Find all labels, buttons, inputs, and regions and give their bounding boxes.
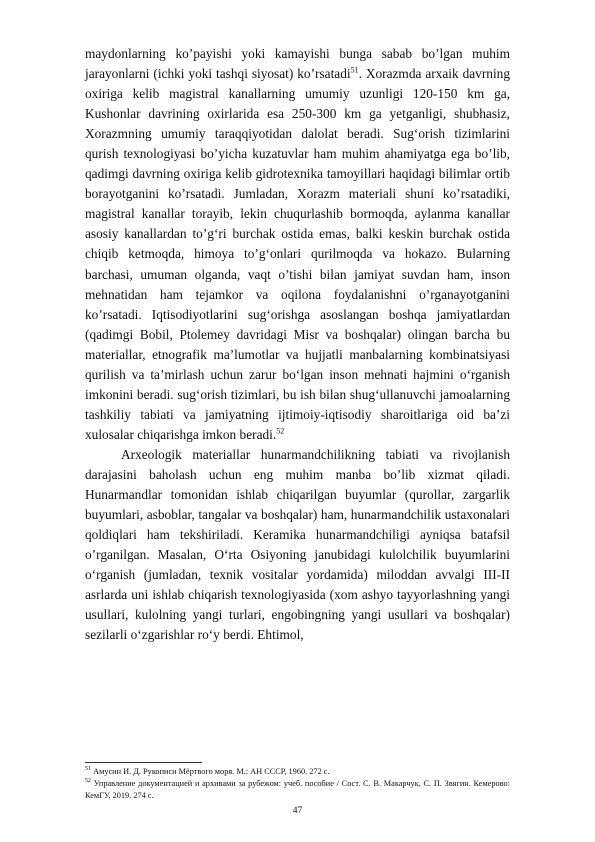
footnote-ref-51: 51 <box>350 65 359 75</box>
paragraph-1-text-a: maydonlarning ko’payishi yoki kamayishi bunga sabab bo’lgan muhim jarayonlarni (ichki yoki tashqi siyosat) ko’rsatadi <box>85 46 510 82</box>
footnote-ref-52: 52 <box>276 426 285 436</box>
paragraph-2: Arxeologik materiallar hunarmandchilikning tabiati va rivojlanish darajasini baholash uchun eng muhim manba bo’lib xizmat qiladi. Hunarmandlar tomonidan ishlab chiqarilgan buyumlar (qurollar, zargarlik buyumlari, asboblar, tangalar va boshqalar) ham, hunarmandchilik ustaxonalari qoldiqlari ham tekshiriladi. Keramika hunarmandchiligi ayniqsa batafsil o’rganilgan. Masalan, O‘rta Osiyoning janubidagi kulolchilik buyumlarini o‘rganish (jumladan, texnik vositalar yordamida) miloddan avvalgi III-II asrlarda uni ishlab chiqarish texnologiyasida (xom ashyo tayyorlashning yangi usullari, kulolning yangi turlari, engobingning yangi usullari va boshqalar) sezilarli o‘zgarishlar ro‘y berdi. Ehtimol, <box>85 446 510 643</box>
footnote-text: Амусин И. Д. Рукописи Мёртвого моря. М.: АН СССР, 1960. 272 с. <box>91 767 330 776</box>
footnote-text: Управление документацией и архивами за рубежом: учеб. пособие / Сост. С. В. Макарчук, С. П. Звягин. Кемерово: КемГУ, 2019. 274 с. <box>85 779 510 801</box>
page-number: 47 <box>292 806 303 816</box>
footnotes <box>85 766 510 803</box>
footnote-52 <box>85 778 510 802</box>
footnote-number: 51 <box>85 766 91 773</box>
footnote-number: 52 <box>85 778 91 785</box>
paragraph-1 <box>85 44 510 445</box>
main-text <box>85 44 510 645</box>
paragraph-1-text-b: . Xorazmda arxaik davrning oxiriga kelib magistral kanallarning umumiy uzunligi 120-150 km ga, Kushonlar davrining oxirlarida esa 250-300 km ga yetganligi, shubhasiz, Xorazmning umumiy taraqqiyotidan dalolat beradi. Sug‘orish tizimlarini qurish texnologiyasi bo’yicha kuzatuvlar ham muhim ahamiyatga ega bo’lib, qadimgi davrning oxiriga kelib gidrotexnika tamoyillari haqidagi bilimlar ortib borayotganini ko’rsatadi. Jumladan, Xorazm materiali shuni ko’rsatadiki, magistral kanallar torayib, lekin chuqurlashib bormoqda, aylanma kanallar asosiy kanallardan to’g‘ri burchak ostida emas, balki keskin burchak ostida chiqib ketmoqda, himoya to’g‘onlari qurilmoqda va hokazo. Bularning barchasi, umuman olganda, vaqt o’tishi bilan jamiyat suvdan ham, inson mehnatidan ham tejamkor va oqilona foydalanishni o’rganayotganini ko’rsatadi. Iqtisodiyotlarini sug‘orishga asoslangan boshqa jamiyatlardan (qadimgi Bobil, Ptolemey davridagi Misr va boshqalar) olingan barcha bu materiallar, etnografik maʼlumotlar va hujjatli manbalarning kombinatsiyasi qurilish va taʼmirlash uchun zarur bo‘lgan inson mehnati hajmini o‘rganish imkonini beradi. sug‘orish tizimlari, bu ish bilan shug‘ullanuvchi jamoalarning tashkiliy tabiati va jamiyatning ijtimoiy-iqtisodiy sharoitlariga oid baʼzi xulosalar chiqarishga imkon beradi. <box>85 66 510 442</box>
footnote-separator <box>85 762 202 763</box>
footnote-51 <box>85 766 510 778</box>
